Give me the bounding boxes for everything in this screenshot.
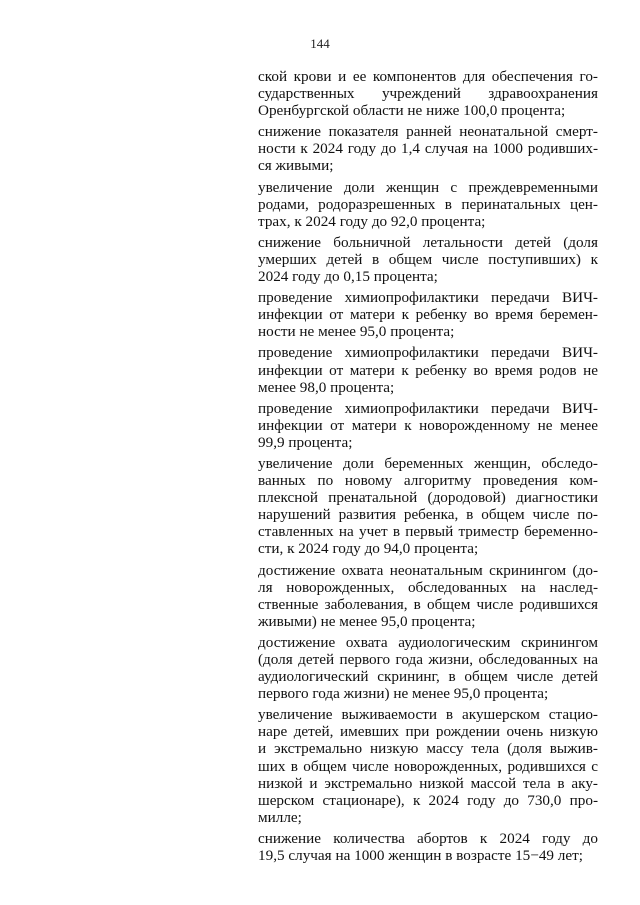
text-line: увеличение доли женщин с преждевременными: [258, 178, 598, 196]
text-line: (доля детей первого года жизни, обследованных на: [258, 651, 598, 668]
text-line: умерших детей в общем числе поступивших) к: [258, 250, 598, 268]
text-line: проведение химиопрофилактики передачи ВИЧ-: [258, 344, 598, 362]
text-line: менее 98,0 процента;: [258, 378, 395, 396]
text-line: достижение охвата аудиологическим скринингом: [258, 633, 598, 651]
paragraph: [258, 344, 598, 395]
text-line: проведение химиопрофилактики передачи ВИЧ-: [258, 289, 598, 307]
text-line: 2024 году до 0,15 процента;: [258, 268, 438, 286]
text-line: увеличение доли беременных женщин, обследо-: [258, 454, 598, 472]
text-line: низкой и экстремально низкой массой тела в аку-: [258, 774, 598, 792]
text-line: сударственных учреждений здравоохранения: [258, 85, 598, 103]
text-line: ставленных на учет в первый триместр беременно-: [258, 523, 598, 541]
text-line: 19,5 случая на 1000 женщин в возрасте 15−49 лет;: [258, 847, 583, 865]
text-line: и экстремально низкую массу тела (доля выжив-: [258, 740, 598, 758]
paragraph: [258, 179, 598, 230]
text-line: живыми) не менее 95,0 процента;: [258, 612, 476, 630]
text-line: ля новорожденных, обследованных на наслед-: [258, 578, 598, 596]
text-line: инфекции от матери к ребенку во время родов не: [258, 361, 598, 379]
text-line: ности к 2024 году до 1,4 случая на 1000 родивших-: [258, 140, 598, 158]
paragraph: [258, 455, 598, 558]
text-line: проведение химиопрофилактики передачи ВИЧ-: [258, 399, 598, 417]
paragraph: [258, 562, 598, 630]
text-line: ской крови и ее компонентов для обеспечения го-: [258, 68, 598, 85]
page-number: 144: [310, 36, 330, 51]
text-line: инфекции от матери к ребенку во время беремен-: [258, 306, 598, 324]
paragraph: [258, 634, 598, 702]
text-line: ственные заболевания, в общем числе родившихся: [258, 595, 598, 613]
text-line: инфекции от матери к новорожденному не менее: [258, 416, 598, 434]
text-line: снижение количества абортов к 2024 году до: [258, 829, 598, 847]
text-line: ванных по новому алгоритму проведения ком-: [258, 472, 598, 490]
text-line: трах, к 2024 году до 92,0 процента;: [258, 212, 486, 230]
text-line: 99,9 процента;: [258, 433, 353, 451]
document-body: [258, 68, 598, 868]
text-line: плексной пренатальной (дородовой) диагностики: [258, 489, 598, 507]
text-line: нарушений развития ребенка, в общем числе по-: [258, 506, 598, 524]
paragraph: [258, 289, 598, 340]
text-line: достижение охвата неонатальным скринингом (до-: [258, 561, 598, 579]
paragraph: [258, 123, 598, 174]
paragraph: [258, 234, 598, 285]
text-line: сти, к 2024 году до 94,0 процента;: [258, 540, 479, 558]
paragraph: [258, 68, 598, 119]
text-line: увеличение выживаемости в акушерском стацио-: [258, 706, 598, 724]
text-line: аудиологический скрининг, в общем числе детей: [258, 668, 598, 686]
paragraph: [258, 830, 598, 864]
text-line: милле;: [258, 808, 302, 826]
text-line: родами, родоразрешенных в перинатальных цен-: [258, 195, 598, 213]
text-line: снижение больничной летальности детей (доля: [258, 233, 598, 251]
text-line: снижение показателя ранней неонатальной смерт-: [258, 123, 598, 141]
text-line: наре детей, имевших при рождении очень низкую: [258, 723, 598, 741]
text-line: ших в общем числе новорожденных, родившихся с: [258, 757, 598, 775]
paragraph: [258, 400, 598, 451]
text-line: шерском стационаре), к 2024 году до 730,0 про-: [258, 791, 598, 809]
text-line: ся живыми;: [258, 157, 334, 175]
text-line: первого года жизни) не менее 95,0 процента;: [258, 685, 549, 703]
paragraph: [258, 706, 598, 826]
text-line: ности не менее 95,0 процента;: [258, 323, 455, 341]
text-line: Оренбургской области не ниже 100,0 процента;: [258, 102, 566, 120]
